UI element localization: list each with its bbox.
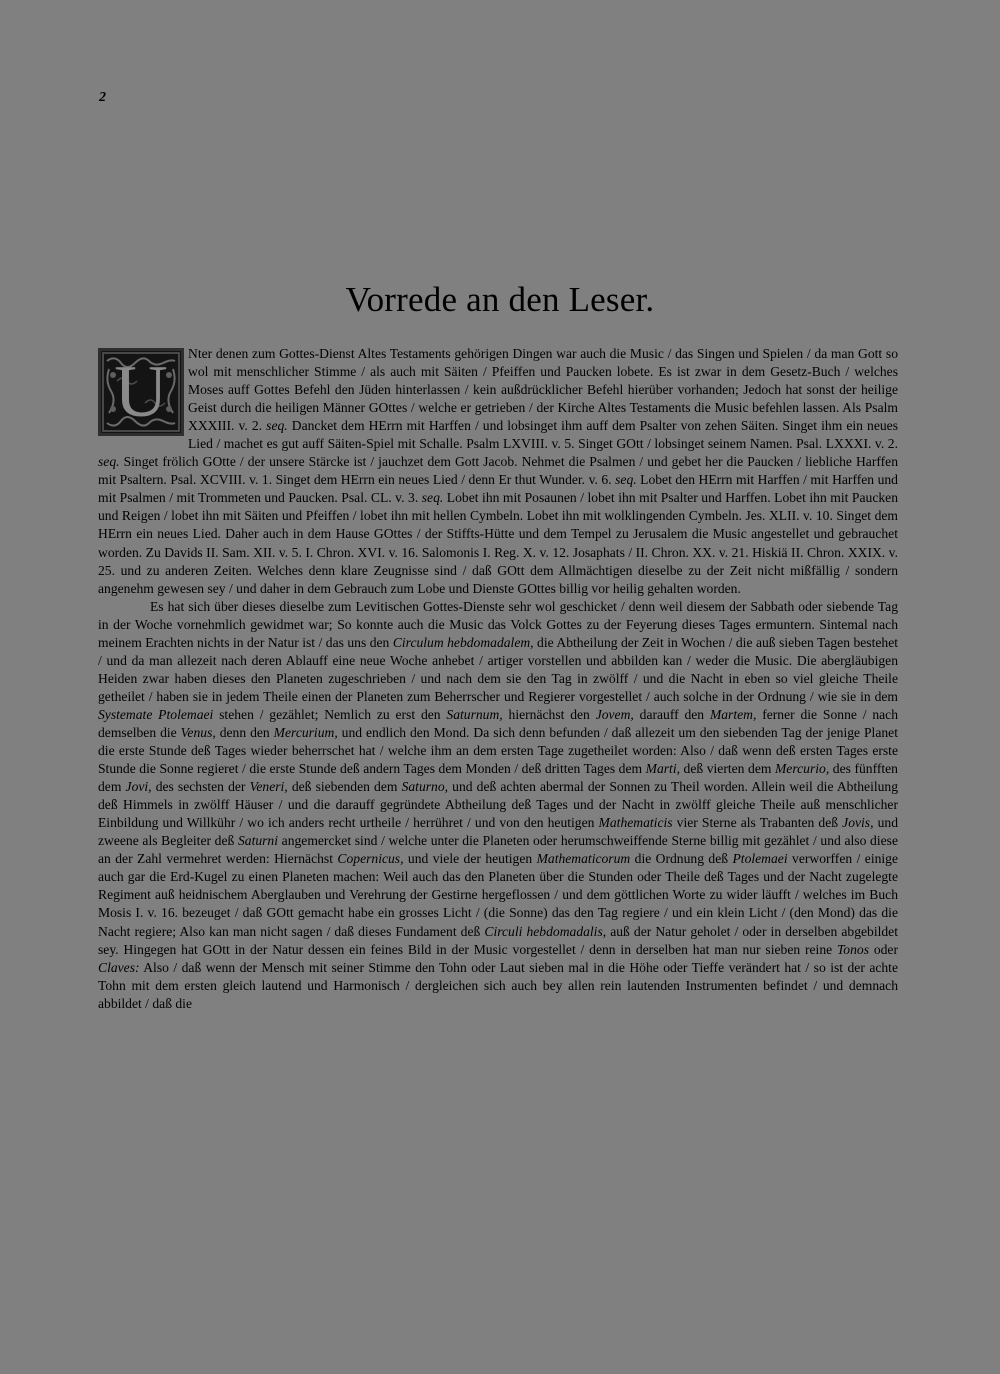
italic-term: Venus, (180, 724, 216, 740)
italic-term: Circulum hebdomadalem, (392, 634, 534, 650)
text-run: des sechsten der (151, 779, 250, 795)
italic-term: Tonos (837, 941, 869, 957)
text-run: deß siebenden dem (287, 779, 402, 795)
text-run: oder (869, 941, 898, 957)
text-run: vier Sterne als Trabanten deß (672, 815, 843, 831)
drop-cap-letter: U (114, 351, 168, 433)
page-number: 2 (99, 90, 106, 105)
text-run: und endlich den Mond. Da sich denn befunden / daß allezeit um den siebenden Tag der jenige Planet die erste Stunde deß Tages wieder beherrschet hat / welche ihm an dem ersten Tage zugetheilet worden: Also / daß wenn deß ersten Tages erste Stunde die Sonne regieret / die erste Stunde deß andern Tages dem Monden / deß dritten Tages dem (98, 724, 898, 777)
text-run: des fünfften dem (98, 761, 898, 795)
text-run: und deß achten abermal der Sonnen zu Theil worden. Allein weil die Abtheilung deß Himmels in zwölff Häuser / und die darauff gegründete Abtheilung deß Tages und der Nacht in zwölff gleiche Theile auß menschlicher Einbildung und Willkühr / wo ich anders recht urtheile / herrühret / und von den heutigen (98, 779, 899, 831)
italic-term: Veneri, (249, 779, 288, 795)
text-run: die Abtheilung der Zeit in Wochen / die auß sieben Tagen bestehet / und da man allezeit nach deren Ablauff eine neue Woche anhebet / artiger vorstellen und abbilden kan / weder die Music. Die abergläubigen Heiden zwar haben dieses den Planeten zugeschrieben / und nach dem sie den Tag in zwölff / und die Nacht in eben so viel gleiche Theile getheilet / haben sie in jedem Theile einen der Planeten zum Beherrscher und Regierer vorgestellet / auch solche in der Ordnung / wie sie in dem (98, 634, 899, 704)
text-run: angemercket sind / welche unter die Planeten oder herumschweiffende Sterne billig mit gezählet / und also diese an der Zahl vermehret werden: Hiernächst (98, 833, 898, 867)
italic-term: Mathematicorum (536, 851, 631, 867)
text-run: Es hat sich über dieses dieselbe zum Levitischen Gottes-Dienste sehr wol geschicket / denn weil diesem der Sabbath oder siebende Tag in der Woche vornehmlich gewidmet war; So konnte auch die Music das Volck Gottes zu der Feyerung dieses Tages ermuntern. Sintemal nach meinem Erachten nichts in der Natur ist / das uns den (98, 598, 898, 650)
italic-term: seq. (421, 490, 444, 506)
text-run: hiernächst den (502, 706, 596, 722)
text-run: Lobet den HErrn mit Harffen / mit Harffen und mit Psalmen / mit Trommeten und Paucken. Psal. CL. v. 3. (98, 472, 898, 506)
italic-term: Jovis, (842, 815, 874, 831)
italic-term: Mercurium, (273, 724, 338, 740)
text-run: deß vierten dem (680, 761, 775, 777)
text-run: und viele der heutigen (403, 851, 537, 867)
italic-term: Mathematicis (598, 815, 673, 831)
text-run: verworffen / einige auch gar die Erd-Kugel zu einen Planeten machen: Weil auch das den Planeten über die Stunden oder Theile deß Tages und der Nacht zugelegte Regiment auß heidnischem Aberglauben und Verehrung der Gestirne hergeflossen / und dem göttlichen Worte zu wider läufft / welches im Buch Mosis I. v. 16. bezeuget / daß GOtt gemacht habe ein grosses Licht / (die Sonne) das den Tag regiere / und ein klein Licht / (den Mond) das die Nacht regiere; Also kan man nicht sagen / daß dieses Fundament deß (98, 851, 899, 939)
italic-term: Saturni (237, 833, 278, 849)
text-run: Dancket dem HErrn mit Harffen / und lobsinget ihm auff dem Psalter von zehen Säiten. Singet ihm ein neues Lied / machet es gut auff Säiten-Spiel mit Schalle. Psalm LXVIII. v. 5. Singet GOtt / lobsinget seinem Namen. Psal. LXXXI. v. 2. (188, 418, 899, 452)
drop-cap (98, 348, 184, 436)
body-text (98, 345, 898, 1013)
text-run: stehen / gezählet; Nemlich zu erst den (213, 706, 447, 722)
text-run: ferner die Sonne / nach demselben die (98, 706, 899, 740)
paragraph-2-content (98, 599, 898, 1011)
text-run: Lobet ihn mit Posaunen / lobet ihn mit Psalter und Harffen. Lobet ihn mit Paucken und Reigen / lobet ihn mit Säiten und Pfeiffen / lobet ihn mit hellen Cymbeln. Lobet ihn mit wolklingenden Cymbeln. Jes. XLII. v. 10. Singet dem HErrn ein neues Lied. Daher auch in dem Hause GOttes / der Stiffts-Hütte und dem Tempel zu Jerusalem die Music angestellet und gebrauchet worden. Zu Davids II. Sam. XII. v. 5. I. Chron. XVI. v. 16. Salomonis I. Reg. X. v. 12. Josaphats / II. Chron. XX. v. 21. Hiskiä II. Chron. XXIX. v. 25. und zu anderen Zeiten. Welches denn klare Zeugnisse sind / daß GOtt dem Allmächtigen dieselbe zu der Zeit nicht mißfällig / sondern angenehm gewesen sey / und daher in dem Gebrauch zum Lobe und Dienste GOttes billig vor heilig gehalten worden. (98, 490, 898, 596)
italic-term: Jovi, (125, 779, 152, 795)
italic-term: Claves: (98, 959, 140, 975)
text-run: Nter denen zum Gottes-Dienst Altes Testaments gehörigen Dingen war auch die Music / das Singen und Spielen / da man Gott so wol mit menschlicher Stimme / als auch mit Säiten / Pfeiffen und Paucken lobete. Es ist zwar in dem Gesetz-Buch / welches Moses auff Gottes Befehl den Jüden hinterlassen / kein außdrücklicher Befehl hierüber vorhanden; Jedoch hat sonst der heilige Geist durch die heiligen Männer GOttes / welche er getrieben / der Kirche Altes Testaments die Music befehlen lassen. Als Psalm XXXIII. v. 2. (188, 346, 898, 434)
italic-term: seq. (615, 472, 637, 488)
paragraph-2 (98, 598, 898, 1013)
text-run: und zweene als Begleiter deß (98, 815, 898, 849)
italic-term: Mercurio, (774, 761, 830, 777)
paragraph-1 (98, 345, 898, 598)
text-run: Singet frölich GOtte / der unsere Stärcke ist / jauchzet dem Gott Jacob. Nehmet die Psalmen / und gebet her die Paucken / liebliche Harffen mit Psaltern. Psal. XCVIII. v. 1. Singet dem HErrn ein neues Lied / denn Er thut Wunder. v. 6. (98, 454, 898, 488)
text-run: Also / daß wenn der Mensch mit seiner Stimme den Tohn oder Laut sieben mal in die Höhe oder Tieffe verändert hat / so ist der achte Tohn mit dem ersten gleich lautend und Harmonisch / dergleichen sich auch bey allen rein lautenden Instrumenten befindet / und demnach abbildet / daß die (98, 959, 898, 1011)
italic-term: Ptolemaei (732, 851, 788, 867)
italic-term: seq. (98, 454, 120, 470)
italic-term: Copernicus, (337, 851, 404, 867)
italic-term: Saturnum, (446, 706, 503, 722)
italic-term: Marti, (645, 761, 681, 777)
italic-term: seq. (266, 418, 288, 434)
text-run: auß der Natur geholet / oder in derselben abgebildet sey. Hingegen hat GOtt in der Natur dessen ein feines Bild in der Music vorgestellet / denn in derselben hat man nur sieben reine (98, 923, 898, 957)
italic-term: Martem, (709, 706, 757, 722)
paragraph-1-content (98, 346, 898, 596)
italic-term: Systemate Ptolemaei (98, 706, 214, 722)
text-run: darauff den (633, 706, 710, 722)
page-title: Vorrede an den Leser. (345, 280, 655, 319)
text-run: die Ordnung deß (630, 851, 733, 867)
italic-term: Jovem, (595, 706, 634, 722)
italic-term: Circuli hebdomadalis, (484, 923, 607, 939)
italic-term: Saturno, (401, 779, 449, 795)
text-run: denn den (215, 724, 274, 740)
